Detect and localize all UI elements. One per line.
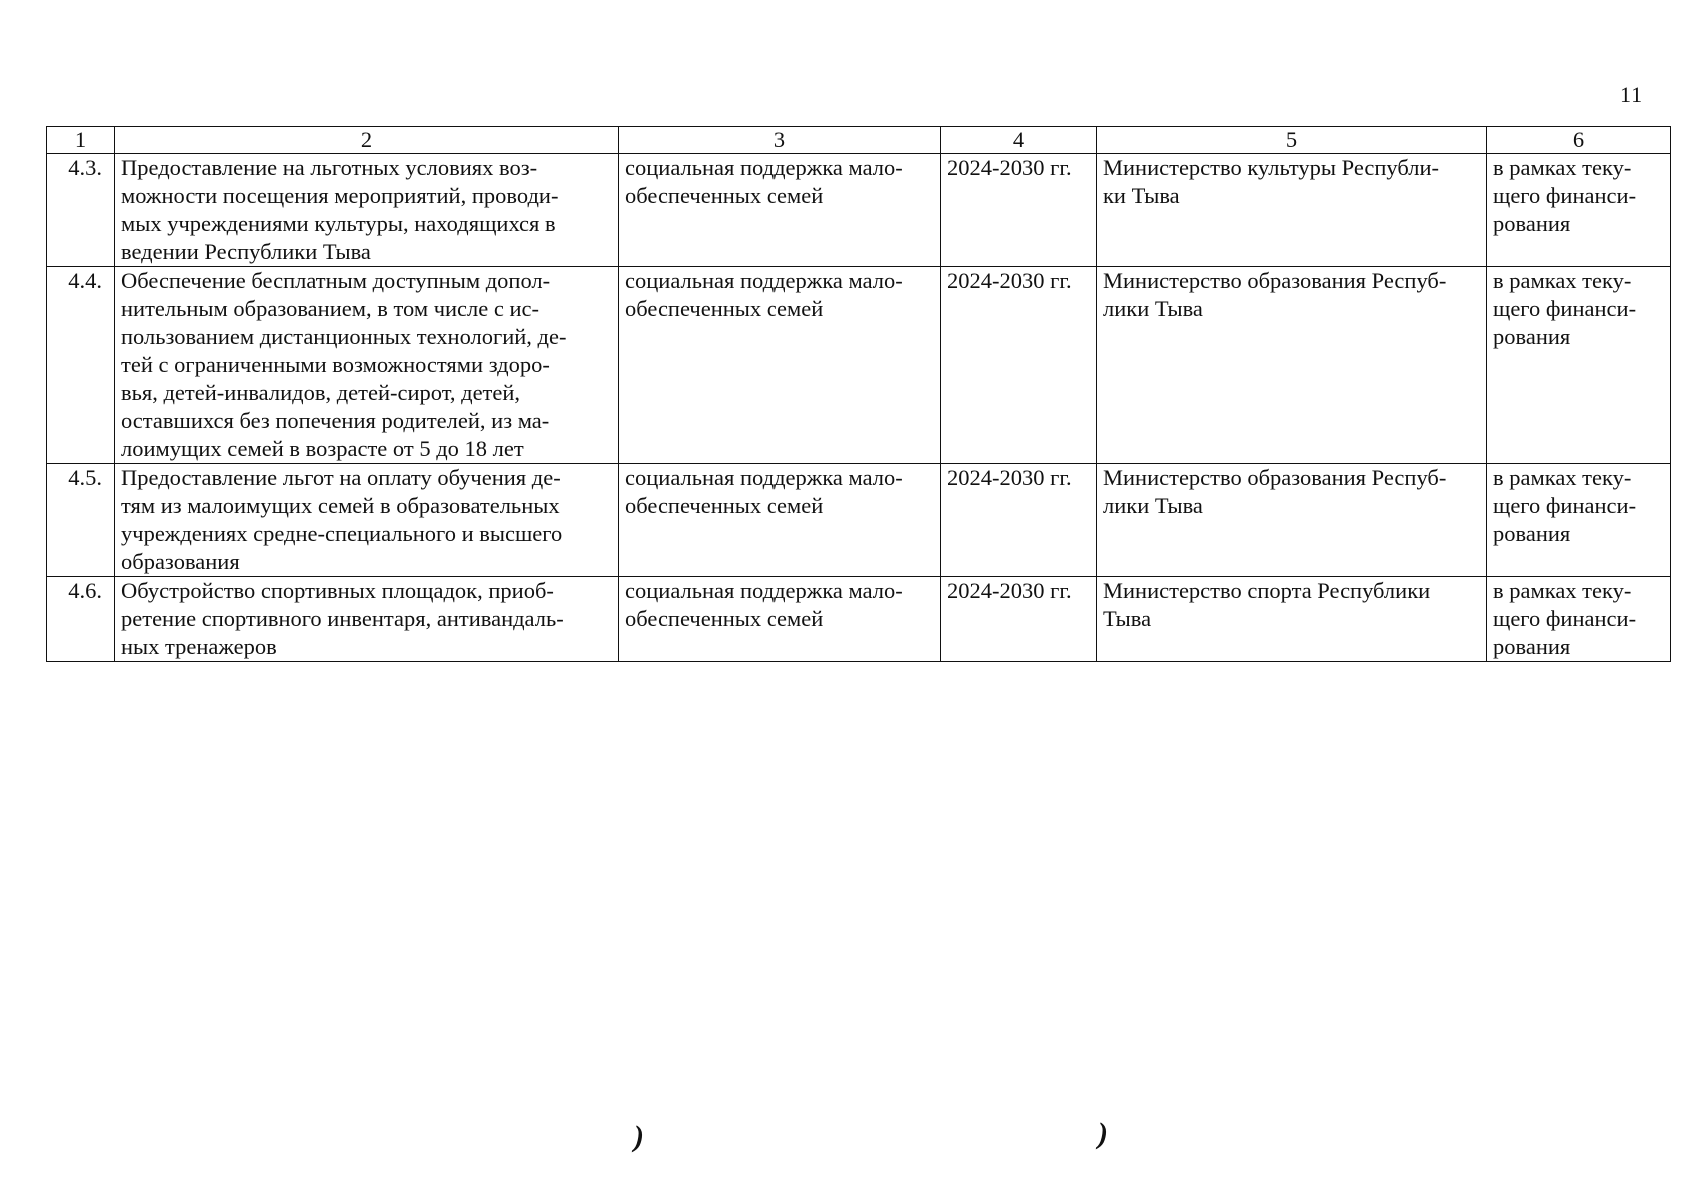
item-number: 4.6. — [47, 577, 115, 662]
header-row — [47, 127, 1671, 154]
table-row — [47, 577, 1671, 662]
column-header: 1 — [47, 127, 115, 154]
executor-cell: Министерство культуры Республи- ки Тыва — [1097, 154, 1487, 267]
item-number: 4.4. — [47, 267, 115, 464]
activity-cell: Обустройство спортивных площадок, приоб- ретение спортивного инвентаря, антивандаль- ных тренажеров — [115, 577, 619, 662]
activity-cell: Предоставление на льготных условиях воз- можности посещения мероприятий, проводи- мых учреждениями культуры, находящихся в ведении Республики Тыва — [115, 154, 619, 267]
target-cell: социальная поддержка мало- обеспеченных семей — [619, 154, 941, 267]
measures-table — [46, 126, 1671, 662]
page-number: 11 — [1620, 82, 1644, 107]
column-header: 5 — [1097, 127, 1487, 154]
column-header: 6 — [1487, 127, 1671, 154]
table-row — [47, 154, 1671, 267]
executor-cell: Министерство образования Респуб- лики Тыва — [1097, 267, 1487, 464]
column-header: 4 — [941, 127, 1097, 154]
funding-cell: в рамках теку- щего финанси- рования — [1487, 464, 1671, 577]
activity-cell: Предоставление льгот на оплату обучения де- тям из малоимущих семей в образовательных учреждениях средне-специального и высшего образования — [115, 464, 619, 577]
table-row — [47, 267, 1671, 464]
scan-mark-left: ) — [634, 1120, 644, 1153]
funding-cell: в рамках теку- щего финанси- рования — [1487, 267, 1671, 464]
funding-cell: в рамках теку- щего финанси- рования — [1487, 154, 1671, 267]
target-cell: социальная поддержка мало- обеспеченных семей — [619, 577, 941, 662]
target-cell: социальная поддержка мало- обеспеченных семей — [619, 267, 941, 464]
column-header: 2 — [115, 127, 619, 154]
column-header: 3 — [619, 127, 941, 154]
period-cell: 2024-2030 гг. — [941, 577, 1097, 662]
scan-mark-right: ) — [1098, 1117, 1108, 1150]
item-number: 4.3. — [47, 154, 115, 267]
table-row — [47, 464, 1671, 577]
executor-cell: Министерство спорта Республики Тыва — [1097, 577, 1487, 662]
period-cell: 2024-2030 гг. — [941, 267, 1097, 464]
target-cell: социальная поддержка мало- обеспеченных семей — [619, 464, 941, 577]
period-cell: 2024-2030 гг. — [941, 464, 1097, 577]
period-cell: 2024-2030 гг. — [941, 154, 1097, 267]
executor-cell: Министерство образования Респуб- лики Тыва — [1097, 464, 1487, 577]
activity-cell: Обеспечение бесплатным доступным допол- нительным образованием, в том числе с ис- пользованием дистанционных технологий, де- тей с ограниченными возможностями здоро- вья, детей-инвалидов, детей-сирот, детей, оставшихся без попечения родителей, из ма- лоимущих семей в возрасте от 5 до 18 лет — [115, 267, 619, 464]
funding-cell: в рамках теку- щего финанси- рования — [1487, 577, 1671, 662]
item-number: 4.5. — [47, 464, 115, 577]
